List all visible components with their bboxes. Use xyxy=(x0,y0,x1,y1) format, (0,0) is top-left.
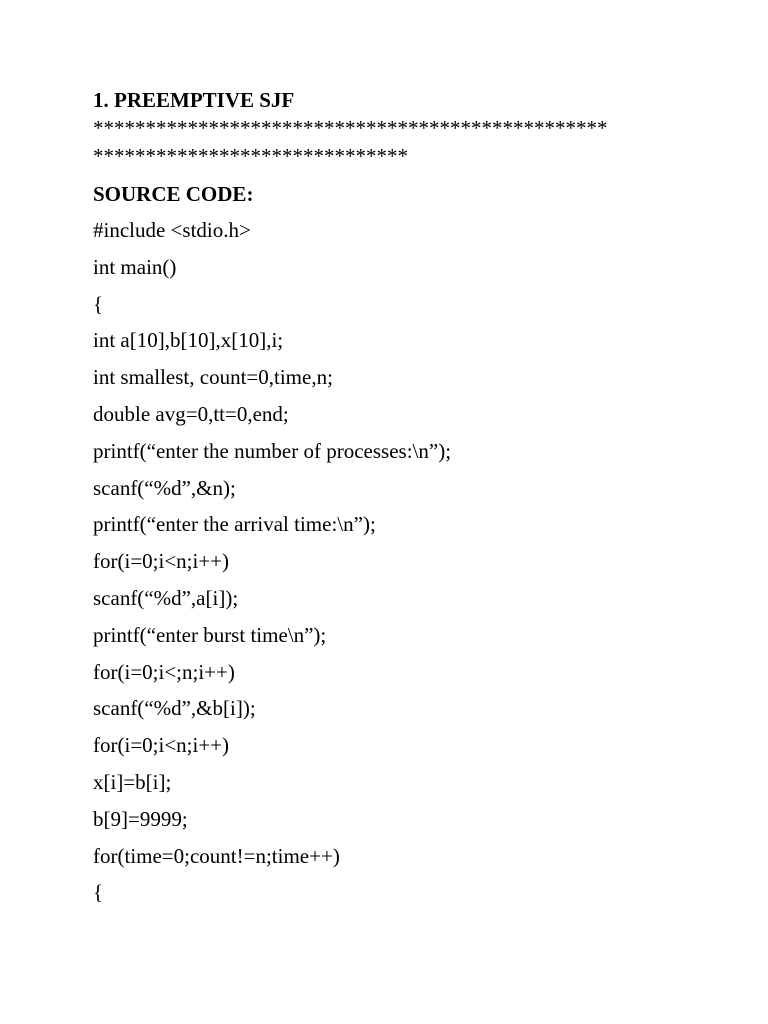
code-line: scanf(“%d”,&n); xyxy=(93,475,236,500)
code-line: for(time=0;count!=n;time++) xyxy=(93,843,340,868)
code-line: printf(“enter the arrival time:\n”); xyxy=(93,512,376,537)
code-line: b[9]=9999; xyxy=(93,806,188,831)
document-page xyxy=(93,86,693,906)
code-line: printf(“enter the number of processes:\n”); xyxy=(93,438,452,463)
code-line: double avg=0,tt=0,end; xyxy=(93,401,289,426)
code-line: int a[10],b[10],x[10],i; xyxy=(93,328,284,353)
code-line: scanf(“%d”,&b[i]); xyxy=(93,696,256,721)
code-line: for(i=0;i<n;i++) xyxy=(93,549,230,574)
separator-line: ************************************************* xyxy=(93,116,608,140)
code-line: int smallest, count=0,time,n; xyxy=(93,365,333,390)
code-line: { xyxy=(93,880,104,905)
document-heading: 1. PREEMPTIVE SJF xyxy=(93,88,295,112)
code-line: for(i=0;i<;n;i++) xyxy=(93,659,235,684)
code-line: int main() xyxy=(93,254,177,279)
code-line: { xyxy=(93,291,104,316)
separator-line: ****************************** xyxy=(93,144,408,168)
code-line: x[i]=b[i]; xyxy=(93,769,172,794)
section-label: SOURCE CODE: xyxy=(93,182,254,206)
code-block xyxy=(93,216,693,906)
code-line: #include <stdio.h> xyxy=(93,218,251,242)
code-line: printf(“enter burst time\n”); xyxy=(93,622,327,647)
code-line: scanf(“%d”,a[i]); xyxy=(93,585,239,610)
code-line: for(i=0;i<n;i++) xyxy=(93,733,230,758)
